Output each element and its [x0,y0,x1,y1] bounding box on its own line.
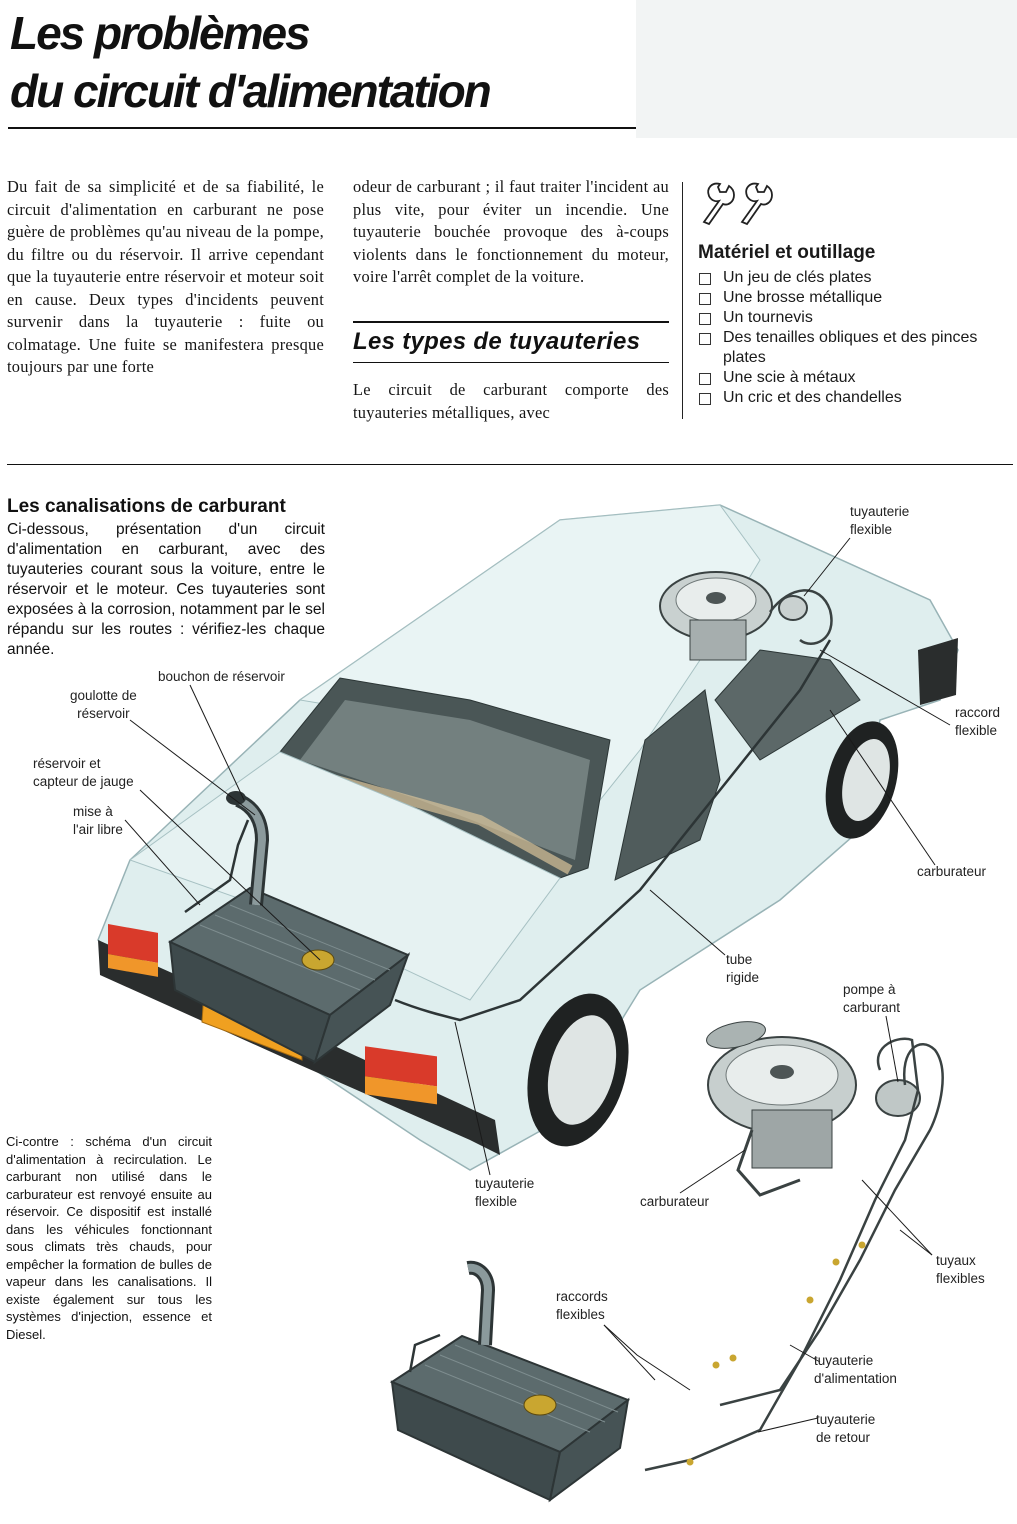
label-carburateur-top: carburateur [917,864,987,879]
label-bouchon-reservoir: bouchon de réservoir [158,669,285,684]
intro-column-1: Du fait de sa simplicité et de sa fiabilité, le circuit d'alimentation en carburant ne pose guère de problèmes qu'au niveau de la pompe, du filtre ou du réservoir. Il arrive cependant que la tuyauterie entre réservoir et moteur soit en cause. Deux types d'incidents peuvent survenir dans la tuyauterie : fuite ou colmatage. Une fuite se manifestera presque toujours par une forte [7,177,324,376]
checklist-item-label: Des tenailles obliques et des pinces plates [723,329,978,366]
page-title-line2: du circuit d'alimentation [10,65,490,117]
label-carburateur-bottom: carburateur [640,1194,710,1209]
label-tuyaux-flexibles: tuyaux flexibles [936,1253,985,1286]
label-tuyauterie-retour: tuyauterie de retour [816,1412,876,1445]
tools-heading: Matériel et outillage [698,242,876,263]
checklist-item-label: Un tournevis [723,309,813,326]
checklist-item-label: Une scie à métaux [723,369,856,386]
checklist-item-label: Un jeu de clés plates [723,269,872,286]
label-tuyauterie-flexible-top: tuyauterie flexible [850,504,910,537]
label-tuyauterie-alimentation: tuyauterie d'alimentation [814,1353,897,1386]
checklist-item-label: Une brosse métallique [723,289,883,306]
types-heading: Les types de tuyauteries [353,328,641,355]
label-tube-rigide: tube rigide [726,952,760,985]
fuel-gauge-sensor [302,950,334,970]
label-raccord-flexible: raccord flexible [955,705,1001,738]
types-paragraph: Le circuit de carburant comporte des tuyauteries métalliques, avec [353,380,669,422]
canalisations-text: Ci-dessous, présentation d'un circuit d'alimentation en carburant, avec des tuyauteries courant sous la voiture, entre le réservoir et le moteur. Ces tuyauteries sont exposées à la corrosion, notamment par le sel répandu sur les routes : vérifiez-les chaque année. [7,521,325,658]
schema-note: Ci-contre : schéma d'un circuit d'alimentation à recirculation. Le carburant non utilisé dans le carburateur est renvoyé ensuite au réservoir. Ce dispositif est installé dans les véhicules fonctionnant sous climats très chauds, pour empêcher la formation de bulles de vapeur dans les canalisations. Il existe également sur tous les systèmes d'injection, essence et Diesel. [6,1134,212,1342]
label-pompe-carburant: pompe à carburant [843,982,901,1015]
label-raccords-flexibles: raccords flexibles [556,1289,608,1322]
page-title-line1: Les problèmes [10,7,309,59]
label-tuyauterie-flexible-bottom: tuyauterie flexible [475,1176,535,1209]
canalisations-heading: Les canalisations de carburant [7,496,286,517]
label-goulotte: goulotte de réservoir [70,688,137,721]
label-mise-air-libre: mise à l'air libre [73,804,123,837]
label-reservoir-capteur: réservoir et capteur de jauge [33,756,134,789]
intro-column-2: odeur de carburant ; il faut traiter l'incident au plus vite, pour éviter un incendie. Une tuyauterie bouchée provoque des à-coups violents dans le fonctionnement du moteur, voire l'arrêt complet de la voiture. [353,177,669,286]
checklist-item-label: Un cric et des chandelles [723,389,902,406]
